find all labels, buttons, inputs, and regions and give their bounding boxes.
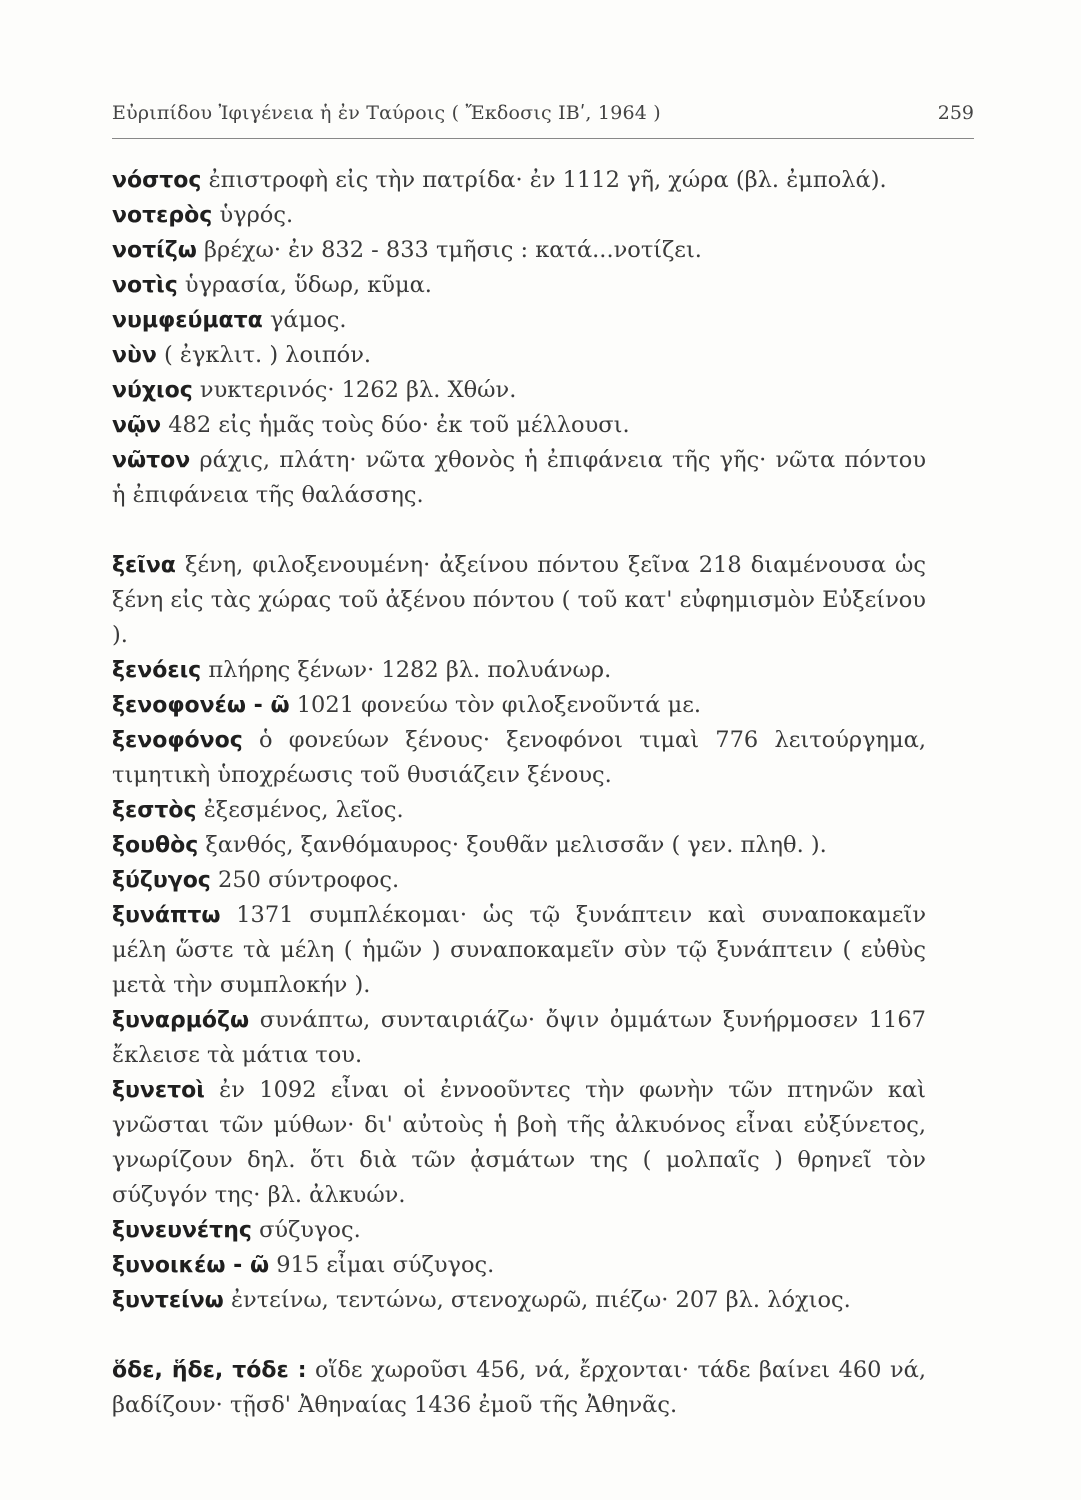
entry-headword: ξενοφονέω - ῶ (112, 693, 290, 718)
entry-headword: ξεῖνα (112, 553, 176, 578)
entry-headword: ξυνετοὶ (112, 1078, 205, 1103)
glossary-entry (112, 1283, 926, 1318)
glossary-entry (112, 233, 926, 268)
glossary-entry (112, 1073, 926, 1213)
entry-headword: ξεστὸς (112, 798, 197, 823)
entry-headword: νῷν (112, 413, 162, 438)
entry-definition: 482 εἰς ἡμᾶς τοὺς δύο· ἐκ τοῦ μέλλουσι. (161, 412, 630, 438)
entry-headword: ξύζυγος (112, 868, 211, 893)
glossary-entry (112, 1248, 926, 1283)
entry-definition: ἐντείνω, τεντώνω, στενοχωρῶ, πιέζω· 207 βλ. λόχιος. (223, 1287, 851, 1313)
entry-headword: νύχιος (112, 378, 193, 403)
glossary-entry (112, 548, 926, 653)
entry-headword: νοτερὸς (112, 203, 213, 228)
entry-headword: νόστος (112, 168, 202, 193)
entry-headword: νῶτον (112, 448, 191, 473)
entry-definition: ἐξεσμένος, λεῖος. (196, 797, 404, 823)
entry-headword: ξενοφόνος (112, 728, 243, 753)
entry-headword: ὅδε, ἥδε, τόδε : (112, 1358, 307, 1383)
entry-headword: ξυναρμόζω (112, 1008, 250, 1033)
entry-definition: ὑγρός. (212, 202, 294, 228)
section-omicron (112, 1353, 926, 1423)
entry-definition: ξένη, φιλοξενουμένη· ἀξείνου πόντου ξεῖνα 218 διαμένουσα ὡς ξένη εἰς τὰς χώρας τοῦ ἀξένου πόντου ( τοῦ κατ' εὐφημισμὸν Εὐξείνου ). (112, 552, 926, 648)
glossary-entry (112, 793, 926, 828)
entry-definition: 915 εἶμαι σύζυγος. (269, 1252, 495, 1278)
entry-definition: ὑγρασία, ὕδωρ, κῦμα. (177, 272, 432, 298)
section-spacer (112, 513, 926, 548)
entry-headword: ξυντείνω (112, 1288, 224, 1313)
entry-headword: ξενόεις (112, 658, 202, 683)
glossary-entry (112, 723, 926, 793)
entry-headword: νοτίζω (112, 238, 197, 263)
entry-definition: ἐπιστροφὴ εἰς τὴν πατρίδα· ἐν 1112 γῆ, χώρα (βλ. ἐμπολά). (201, 167, 887, 193)
glossary-entry (112, 1213, 926, 1248)
glossary-body (112, 163, 926, 1423)
entry-definition: ἐν 1092 εἶναι οἱ ἐννοοῦντες τὴν φωνὴν τῶν πτηνῶν καὶ γνῶσται τῶν μύθων· δι' αὐτοὺς ἡ βοὴ τῆς ἀλκυόνος εἶναι εὐξύνετος, γνωρίζουν δηλ. ὅτι διὰ τῶν ᾀσμάτων της ( μολπαῖς ) θρηνεῖ τὸν σύζυγόν της· βλ. ἀλκυών. (112, 1077, 926, 1208)
page-number: 259 (937, 102, 974, 124)
glossary-entry (112, 338, 926, 373)
entry-headword: νυμφεύματα (112, 308, 263, 333)
glossary-entry (112, 268, 926, 303)
entry-definition: πλήρης ξένων· 1282 βλ. πολυάνωρ. (201, 657, 612, 683)
glossary-entry (112, 863, 926, 898)
entry-definition: οἵδε χωροῦσι 456, νά, ἔρχονται· τάδε βαίνει 460 νά, βαδίζουν· τῇσδ' Ἀθηναίας 1436 ἐμοῦ τῆς Ἀθηνᾶς. (112, 1357, 926, 1418)
glossary-entry (112, 443, 926, 513)
glossary-entry (112, 163, 926, 198)
section-xi (112, 548, 926, 1318)
glossary-entry (112, 1353, 926, 1423)
entry-headword: ξυνάπτω (112, 903, 221, 928)
entry-definition: νυκτερινός· 1262 βλ. Χθών. (192, 377, 517, 403)
entry-definition: 250 σύντροφος. (210, 867, 400, 893)
entry-definition: σύζυγος. (251, 1217, 361, 1243)
entry-definition: γάμος. (262, 307, 347, 333)
entry-definition: 1021 φονεύω τὸν φιλοξενοῦντά με. (289, 692, 702, 718)
entry-definition: ὁ φονεύων ξένους· ξενοφόνοι τιμαὶ 776 λειτούργημα, τιμητικὴ ὑποχρέωσις τοῦ θυσιάζειν ξένους. (112, 727, 926, 788)
entry-definition: βρέχω· ἐν 832 - 833 τμῆσις : κατά...νοτίζει. (196, 237, 702, 263)
glossary-entry (112, 303, 926, 338)
entry-headword: νοτὶς (112, 273, 178, 298)
glossary-entry (112, 898, 926, 1003)
section-nu (112, 163, 926, 513)
glossary-entry (112, 828, 926, 863)
glossary-entry (112, 373, 926, 408)
entry-headword: ξυνοικέω - ῶ (112, 1253, 270, 1278)
section-spacer (112, 1318, 926, 1353)
entry-definition: συνάπτω, συνταιριάζω· ὄψιν ὀμμάτων ξυνήρμοσεν 1167 ἔκλεισε τὰ μάτια του. (112, 1007, 926, 1068)
entry-headword: ξυνευνέτης (112, 1218, 252, 1243)
entry-definition: ξανθός, ξανθόμαυρος· ξουθᾶν μελισσᾶν ( γεν. πληθ. ). (198, 832, 827, 858)
glossary-entry (112, 688, 926, 723)
entry-definition: ράχις, πλάτη· νῶτα χθονὸς ἡ ἐπιφάνεια τῆς γῆς· νῶτα πόντου ἡ ἐπιφάνεια τῆς θαλάσσης. (112, 447, 926, 508)
glossary-entry (112, 408, 926, 443)
entry-headword: νὺν (112, 343, 157, 368)
entry-definition: 1371 συμπλέκομαι· ὡς τῷ ξυνάπτειν καὶ συναποκαμεῖν μέλη ὥστε τὰ μέλη ( ἡμῶν ) συναποκαμεῖν σὺν τῷ ξυνάπτειν ( εὐθὺς μετὰ τὴν συμπλοκήν ). (112, 902, 926, 998)
entry-definition: ( ἐγκλιτ. ) λοιπόν. (156, 342, 372, 368)
glossary-entry (112, 1003, 926, 1073)
glossary-entry (112, 198, 926, 233)
header-title: Εὐριπίδου Ἰφιγένεια ἡ ἐν Ταύροις ( Ἔκδοσις ΙΒʹ, 1964 ) (112, 102, 661, 124)
running-header (112, 98, 974, 139)
entry-headword: ξουθὸς (112, 833, 199, 858)
glossary-entry (112, 653, 926, 688)
